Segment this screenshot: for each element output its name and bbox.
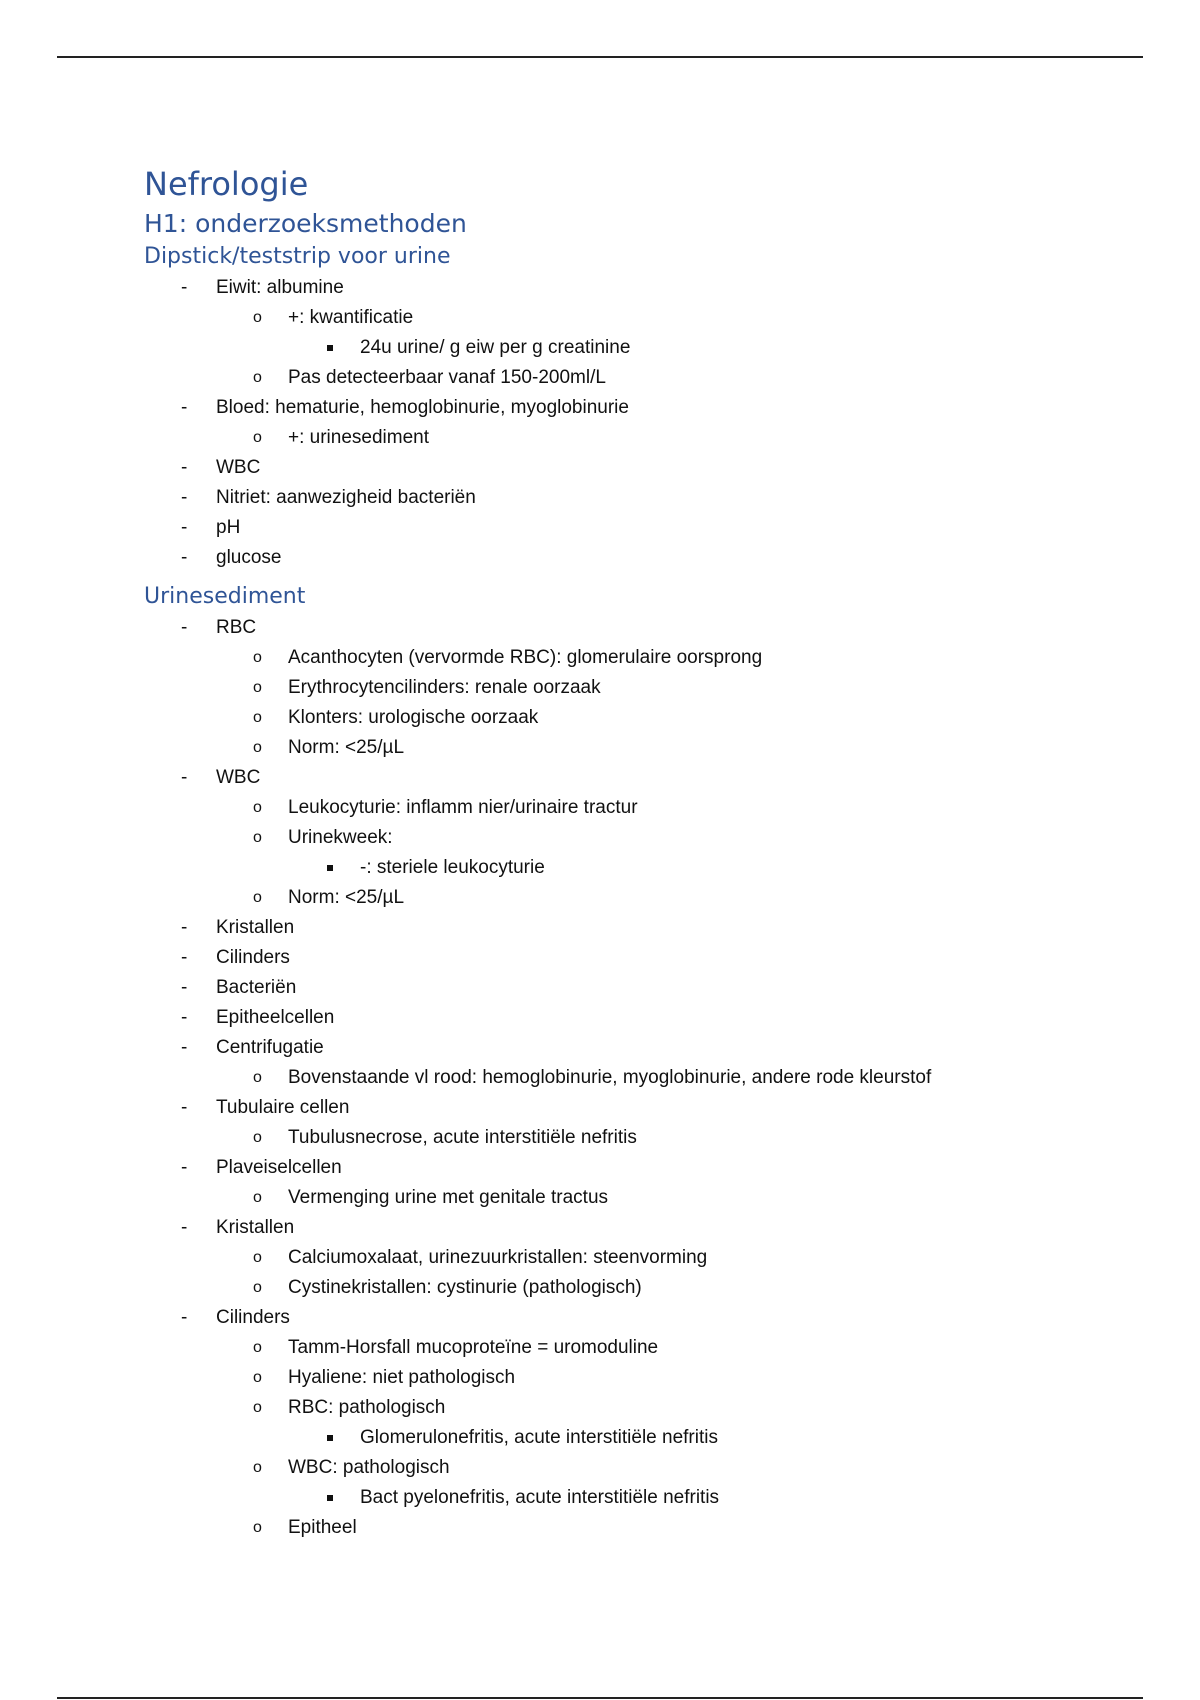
list-item: - Nitriet: aanwezigheid bacteriën [144, 483, 1144, 513]
circle-bullet-icon: o [253, 649, 262, 666]
section-heading-dipstick: Dipstick/teststrip voor urine [144, 244, 451, 269]
circle-bullet-icon: o [253, 1339, 262, 1356]
list-item: - Tubulaire cellen [144, 1093, 1144, 1123]
list-item: - RBC [144, 613, 1144, 643]
list-item: o WBC: pathologisch [144, 1453, 1144, 1483]
document-body [144, 162, 1144, 1543]
list-item: o Vermenging urine met genitale tractus [144, 1183, 1144, 1213]
list-item: - glucose [144, 543, 1144, 573]
list-item: - WBC [144, 453, 1144, 483]
list-item: o RBC: pathologisch [144, 1393, 1144, 1423]
list-item: - Kristallen [144, 913, 1144, 943]
circle-bullet-icon: o [253, 889, 262, 906]
dash-bullet-icon: - [181, 1007, 188, 1028]
dash-bullet-icon: - [181, 547, 188, 568]
section-heading-urinesediment: Urinesediment [144, 584, 306, 609]
list-item: - Cilinders [144, 1303, 1144, 1333]
circle-bullet-icon: o [253, 1129, 262, 1146]
dash-bullet-icon: - [181, 397, 188, 418]
list-item: -: steriele leukocyturie [144, 853, 1144, 883]
circle-bullet-icon: o [253, 1279, 262, 1296]
circle-bullet-icon: o [253, 1369, 262, 1386]
square-bullet-icon [327, 1435, 333, 1441]
dash-bullet-icon: - [181, 1157, 188, 1178]
dash-bullet-icon: - [181, 277, 188, 298]
list-item: - Eiwit: albumine [144, 273, 1144, 303]
dash-bullet-icon: - [181, 517, 188, 538]
list-item: o Cystinekristallen: cystinurie (pathologisch) [144, 1273, 1144, 1303]
circle-bullet-icon: o [253, 1519, 262, 1536]
circle-bullet-icon: o [253, 309, 262, 326]
dipstick-list [144, 273, 1144, 573]
dash-bullet-icon: - [181, 457, 188, 478]
dash-bullet-icon: - [181, 617, 188, 638]
list-item: - pH [144, 513, 1144, 543]
circle-bullet-icon: o [253, 1069, 262, 1086]
list-item: o Klonters: urologische oorzaak [144, 703, 1144, 733]
circle-bullet-icon: o [253, 1399, 262, 1416]
circle-bullet-icon: o [253, 829, 262, 846]
dash-bullet-icon: - [181, 487, 188, 508]
list-item: - Epitheelcellen [144, 1003, 1144, 1033]
list-item: - Cilinders [144, 943, 1144, 973]
square-bullet-icon [327, 1495, 333, 1501]
dash-bullet-icon: - [181, 1037, 188, 1058]
list-item: o Hyaliene: niet pathologisch [144, 1363, 1144, 1393]
circle-bullet-icon: o [253, 369, 262, 386]
circle-bullet-icon: o [253, 739, 262, 756]
chapter-heading: H1: onderzoeksmethoden [144, 209, 467, 238]
list-item: o Bovenstaande vl rood: hemoglobinurie, myoglobinurie, andere rode kleurstof [144, 1063, 1144, 1093]
square-bullet-icon [327, 865, 333, 871]
list-item: Bact pyelonefritis, acute interstitiële nefritis [144, 1483, 1144, 1513]
dash-bullet-icon: - [181, 767, 188, 788]
circle-bullet-icon: o [253, 1249, 262, 1266]
list-item: o +: kwantificatie [144, 303, 1144, 333]
dash-bullet-icon: - [181, 1307, 188, 1328]
list-item: o Urinekweek: [144, 823, 1144, 853]
circle-bullet-icon: o [253, 1189, 262, 1206]
circle-bullet-icon: o [253, 679, 262, 696]
dash-bullet-icon: - [181, 1217, 188, 1238]
dash-bullet-icon: - [181, 947, 188, 968]
square-bullet-icon [327, 345, 333, 351]
circle-bullet-icon: o [253, 709, 262, 726]
circle-bullet-icon: o [253, 429, 262, 446]
dash-bullet-icon: - [181, 977, 188, 998]
circle-bullet-icon: o [253, 799, 262, 816]
list-item: Glomerulonefritis, acute interstitiële nefritis [144, 1423, 1144, 1453]
circle-bullet-icon: o [253, 1459, 262, 1476]
sediment-list [144, 613, 1144, 1543]
list-item: o Tamm-Horsfall mucoproteïne = uromoduline [144, 1333, 1144, 1363]
list-item: - WBC [144, 763, 1144, 793]
list-item: 24u urine/ g eiw per g creatinine [144, 333, 1144, 363]
list-item: o Epitheel [144, 1513, 1144, 1543]
list-item: o +: urinesediment [144, 423, 1144, 453]
header-rule [57, 56, 1143, 58]
footer-rule [57, 1697, 1143, 1699]
list-item: - Bacteriën [144, 973, 1144, 1003]
list-item: o Norm: <25/µL [144, 733, 1144, 763]
list-item: o Norm: <25/µL [144, 883, 1144, 913]
list-item: o Calciumoxalaat, urinezuurkristallen: steenvorming [144, 1243, 1144, 1273]
list-item: o Tubulusnecrose, acute interstitiële nefritis [144, 1123, 1144, 1153]
list-item: - Bloed: hematurie, hemoglobinurie, myoglobinurie [144, 393, 1144, 423]
list-item: - Centrifugatie [144, 1033, 1144, 1063]
dash-bullet-icon: - [181, 1097, 188, 1118]
list-item: o Leukocyturie: inflamm nier/urinaire tractur [144, 793, 1144, 823]
document-title: Nefrologie [144, 165, 309, 203]
list-item: o Acanthocyten (vervormde RBC): glomerulaire oorsprong [144, 643, 1144, 673]
dash-bullet-icon: - [181, 917, 188, 938]
list-item: - Plaveiselcellen [144, 1153, 1144, 1183]
list-item: o Erythrocytencilinders: renale oorzaak [144, 673, 1144, 703]
list-item: o Pas detecteerbaar vanaf 150-200ml/L [144, 363, 1144, 393]
list-item: - Kristallen [144, 1213, 1144, 1243]
